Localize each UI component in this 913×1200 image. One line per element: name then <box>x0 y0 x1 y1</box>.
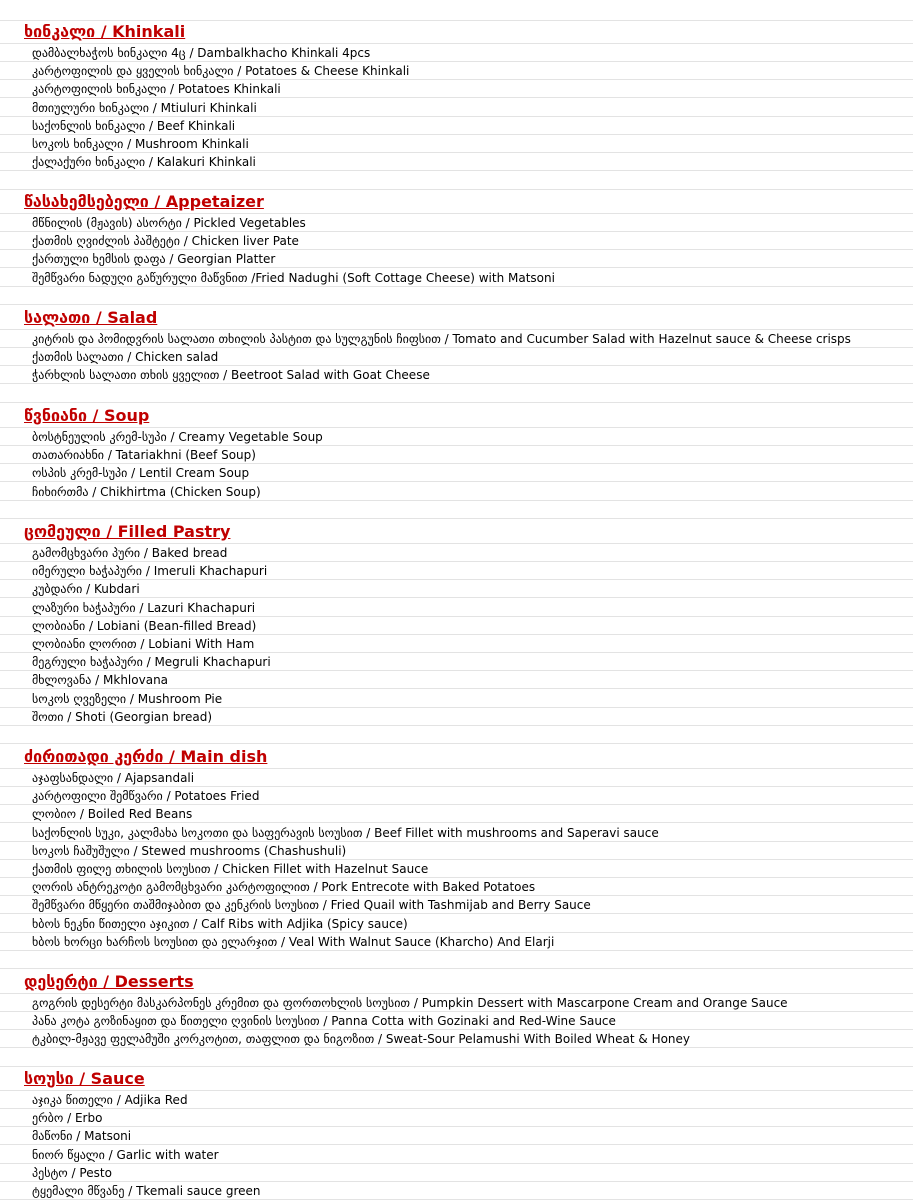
menu-item: კარტოფილი შემწვარი / Potatoes Fried <box>32 789 260 804</box>
menu-item: მხლოვანა / Mkhlovana <box>32 673 169 688</box>
section-title: დესერტი / Desserts <box>24 972 194 991</box>
section-title: წასახემსებელი / Appetaizer <box>24 192 264 211</box>
menu-row <box>0 44 913 62</box>
menu-item: საქონლის ხინკალი / Beef Khinkali <box>32 118 236 133</box>
menu-row <box>0 769 913 787</box>
menu-item: გამომცხვარი პური / Baked bread <box>32 546 228 560</box>
menu-row <box>0 653 913 671</box>
menu-row <box>0 366 913 384</box>
menu-row <box>0 464 913 482</box>
menu-row <box>0 878 913 896</box>
section-header-row <box>0 747 913 769</box>
menu-row <box>0 348 913 366</box>
menu-item: კარტოფილის და ყველის ხინკალი / Potatoes & Cheese Khinkali <box>32 64 410 79</box>
section-header-row <box>0 22 913 44</box>
menu-item: გოგრის დესერტი მასკარპონეს კრემით და ფორთოხლის სოუსით / Pumpkin Dessert with Mascarpone Cream and Orange Sauce <box>32 996 788 1010</box>
menu-row <box>0 99 913 117</box>
menu-row <box>0 708 913 726</box>
menu-item: სოკოს ხინკალი / Mushroom Khinkali <box>32 137 249 151</box>
menu-item: მეგრული ხაჭაპური / Megruli Khachapuri <box>32 655 271 670</box>
section-title: წვნიანი / Soup <box>24 406 150 425</box>
section-title: სალათი / Salad <box>24 308 158 327</box>
menu-row <box>0 330 913 348</box>
menu-row <box>0 915 913 933</box>
menu-item: საქონლის სუკი, კალმახა სოკოთი და საფერავის სოუსით / Beef Fillet with mushrooms and Saperavi sauce <box>32 825 659 840</box>
menu-row <box>0 232 913 250</box>
menu-item: ქათმის ფილე თხილის სოუსით / Chicken Fillet with Hazelnut Sauce <box>32 862 429 876</box>
menu-row <box>0 896 913 914</box>
menu-row <box>0 80 913 98</box>
menu-item: პანა კოტა გოზინაყით და წითელი ღვინის სოუსით / Panna Cotta with Gozinaki and Red-Wine Sauce <box>32 1014 616 1029</box>
menu-row <box>0 428 913 446</box>
menu-row <box>0 860 913 878</box>
menu-item: ჩიხირთმა / Chikhirtma (Chicken Soup) <box>32 484 261 499</box>
section-title: სოუსი / Sauce <box>24 1069 145 1088</box>
menu-row <box>0 446 913 464</box>
blank-row <box>0 726 913 744</box>
menu-item: ლობიო / Boiled Red Beans <box>32 807 193 822</box>
section-header-row <box>0 308 913 330</box>
menu-row <box>0 1109 913 1127</box>
menu-item: ლაზური ხაჭაპური / Lazuri Khachapuri <box>32 600 256 615</box>
section-header-row <box>0 192 913 214</box>
menu-item: კარტოფილის ხინკალი / Potatoes Khinkali <box>32 82 281 97</box>
menu-row <box>0 214 913 232</box>
menu-row <box>0 1182 913 1200</box>
section-title: ცომეული / Filled Pastry <box>24 522 231 541</box>
menu-row <box>0 1091 913 1109</box>
section-header-row <box>0 972 913 994</box>
menu-item: ტყემალი მწვანე / Tkemali sauce green <box>32 1184 261 1198</box>
menu-row <box>0 671 913 689</box>
menu-item: შემწვარი მწყერი თაშმიჯაბით და კენკრის სოუსით / Fried Quail with Tashmijab and Berry Sauce <box>32 898 591 913</box>
menu-row <box>0 135 913 153</box>
grid-line <box>0 0 913 21</box>
menu-item: აჯაფსანდალი / Ajapsandali <box>32 771 195 785</box>
blank-row <box>0 385 913 403</box>
menu-item: თათარიახნი / Tatariakhni (Beef Soup) <box>32 448 256 463</box>
menu-row <box>0 690 913 708</box>
menu-row <box>0 787 913 805</box>
menu-row <box>0 842 913 860</box>
menu-row <box>0 544 913 562</box>
menu-item: კიტრის და პომიდვრის სალათი თხილის პასტით და სულგუნის ჩიფსით / Tomato and Cucumber Salad with Hazelnut sauce & Cheese crisps <box>32 332 851 346</box>
menu-row <box>0 483 913 501</box>
menu-item: შოთი / Shoti (Georgian bread) <box>32 709 213 724</box>
menu-item: ღორის ანტრეკოტი გამომცხვარი კარტოფილით / Pork Entrecote with Baked Potatoes <box>32 880 536 895</box>
menu-item: ქართული ხემსის დაფა / Georgian Platter <box>32 252 276 267</box>
blank-row <box>0 951 913 969</box>
menu-row <box>0 824 913 842</box>
menu-row <box>0 153 913 171</box>
menu-item: დამბალხაჭოს ხინკალი 4ც / Dambalkhacho Khinkali 4pcs <box>32 46 371 60</box>
menu-item: ქათმის ღვიძლის პაშტეტი / Chicken liver Pate <box>32 234 299 249</box>
menu-item: მთიულური ხინკალი / Mtiuluri Khinkali <box>32 100 257 115</box>
menu-row <box>0 933 913 951</box>
menu-row <box>0 117 913 135</box>
menu-row <box>0 1127 913 1145</box>
menu-row <box>0 599 913 617</box>
section-header-row <box>0 522 913 544</box>
blank-row <box>0 1049 913 1067</box>
menu-item: ოსპის კრემ-სუპი / Lentil Cream Soup <box>32 466 250 481</box>
menu-item: სოკოს ჩაშუშული / Stewed mushrooms (Chashushuli) <box>32 843 347 858</box>
menu-row <box>0 1012 913 1030</box>
menu-row <box>0 617 913 635</box>
menu-item: პესტო / Pesto <box>32 1165 112 1180</box>
section-title: ძირითადი კერძი / Main dish <box>24 747 268 766</box>
menu-row <box>0 250 913 268</box>
menu-row <box>0 562 913 580</box>
menu-item: მაწონი / Matsoni <box>32 1129 132 1144</box>
menu-item: ლობიანი ლორით / Lobiani With Ham <box>32 637 255 651</box>
menu-row <box>0 1164 913 1182</box>
menu-item: იმერული ხაჭაპური / Imeruli Khachapuri <box>32 564 268 579</box>
menu-row <box>0 994 913 1012</box>
menu-item: ნიორ წყალი / Garlic with water <box>32 1147 219 1162</box>
section-header-row <box>0 1069 913 1091</box>
menu-row <box>0 805 913 823</box>
menu-item: ტკბილ-მჟავე ფელამუში კორკოტით, თაფლით და ნიგოზით / Sweat-Sour Pelamushi With Boiled Wheat & Honey <box>32 1032 691 1047</box>
menu-item: მწნილის (მჟავის) ასორტი / Pickled Vegetables <box>32 216 306 230</box>
blank-row <box>0 287 913 305</box>
blank-row <box>0 171 913 189</box>
menu-item: კუბდარი / Kubdari <box>32 582 140 597</box>
menu-item: ლობიანი / Lobiani (Bean-filled Bread) <box>32 618 257 633</box>
blank-row <box>0 501 913 519</box>
menu-row <box>0 62 913 80</box>
menu-item: ქალაქური ხინკალი / Kalakuri Khinkali <box>32 155 256 170</box>
menu-item: შემწვარი ნადუღი გაწურული მაწვნით /Fried Nadughi (Soft Cottage Cheese) with Matsoni <box>32 270 555 285</box>
menu-item: ხბოს ხორცი ხარჩოს სოუსით და ელარჯით / Veal With Walnut Sauce (Kharcho) And Elarji <box>32 934 555 949</box>
menu-row <box>0 269 913 287</box>
menu-row <box>0 1030 913 1048</box>
menu-row <box>0 580 913 598</box>
menu-row <box>0 1146 913 1164</box>
menu-row <box>0 635 913 653</box>
menu-item: ერბო / Erbo <box>32 1111 103 1126</box>
menu-item: სოკოს ღვეზელი / Mushroom Pie <box>32 691 223 706</box>
section-title: ხინკალი / Khinkali <box>24 22 186 41</box>
menu-item: ქათმის სალათი / Chicken salad <box>32 350 219 365</box>
menu-item: ხბოს ნეკნი წითელი აჯიკით / Calf Ribs with Adjika (Spicy sauce) <box>32 916 408 931</box>
menu-item: ბოსტნეულის კრემ-სუპი / Creamy Vegetable Soup <box>32 430 323 444</box>
menu-item: ჭარხლის სალათი თხის ყველით / Beetroot Salad with Goat Cheese <box>32 368 430 383</box>
section-header-row <box>0 406 913 428</box>
menu-item: აჯიკა წითელი / Adjika Red <box>32 1093 188 1107</box>
